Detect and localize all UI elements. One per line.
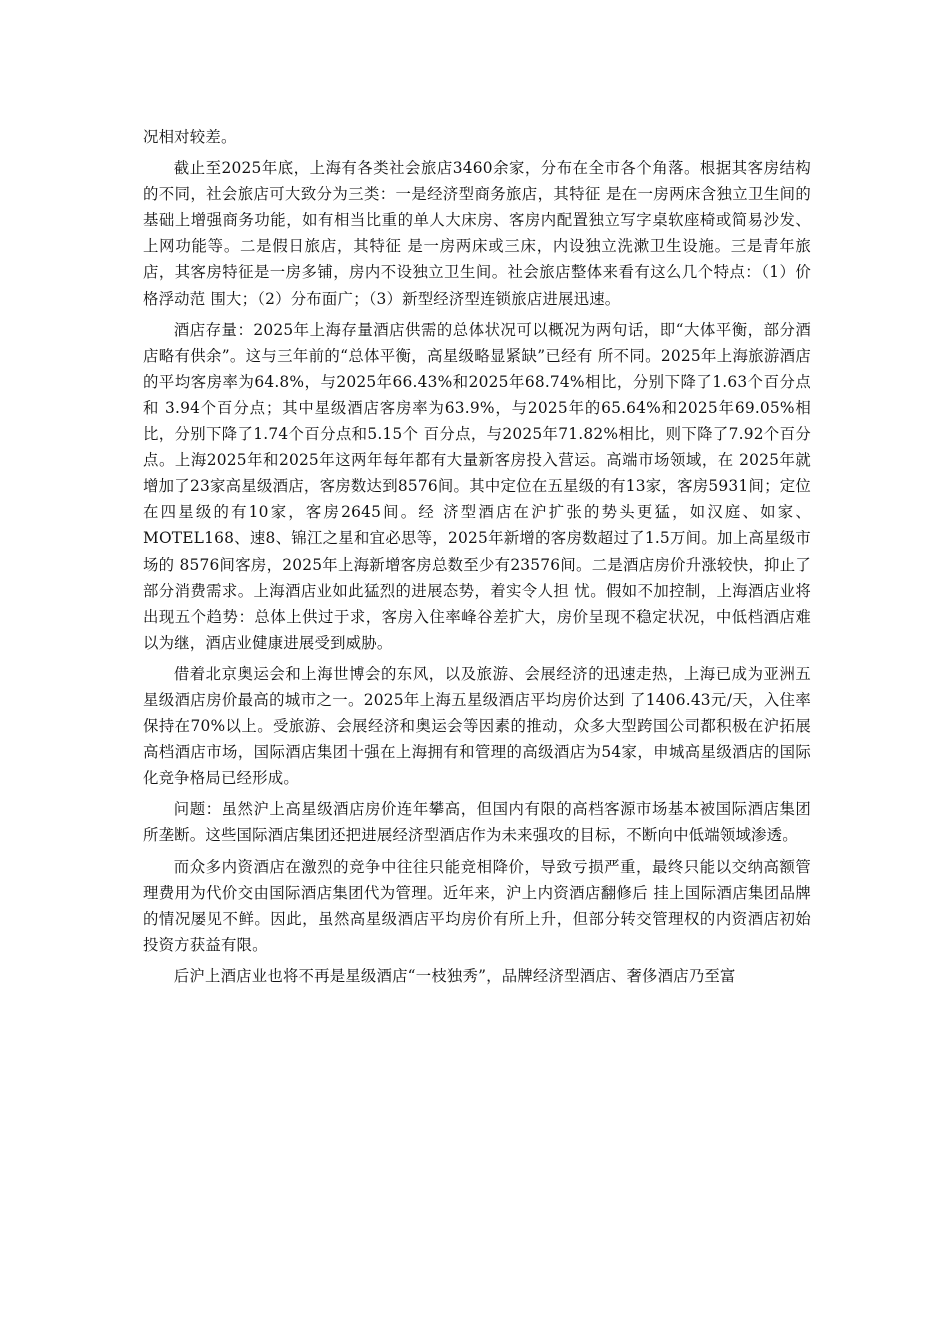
paragraph-hotel-stock: 酒店存量：2025年上海存量酒店供需的总体状况可以概况为两句话，即“大体平衡，部分酒店略有供余”。这与三年前的“总体平衡，高星级略显紧缺”已经有 所不同。2025年上海旅游酒店的平均客房率为64.8%，与2025年66.43%和2025年68.74%相比，分别下降了1.63个百分点和 3.94个百分点；其中星级酒店客房率为63.9%，与2025年的65.64%和2025年69.05%相比，分别下降了1.74个百分点和5.15个 百分点，与2025年71.82%相比，则下降了7.92个百分点。上海2025年和2025年这两年每年都有大量新客房投入营运。高端市场领域，在 2025年就增加了23家高星级酒店，客房数达到8576间。其中定位在五星级的有13家，客房5931间；定位在四星级的有10家，客房2645间。经 济型酒店在沪扩张的势头更猛，如汉庭、如家、MOTEL168、速8、锦江之星和宜必思等，2025年新增的客房数超过了1.5万间。加上高星级市场的 8576间客房，2025年上海新增客房总数至少有23576间。二是酒店房价升涨较快，抑止了部分消费需求。上海酒店业如此猛烈的进展态势，着实令人担 忧。假如不加控制，上海酒店业将出现五个趋势：总体上供过于求，客房入住率峰谷差扩大，房价呈现不稳定状况，中低档酒店难以为继，酒店业健康进展受到威胁。 — [143, 320, 811, 652]
paragraph-continuation: 况相对较差。 — [143, 128, 237, 146]
paragraph-domestic-hotels: 而众多内资酒店在激烈的竞争中往往只能竞相降价，导致亏损严重，最终只能以交纳高额管理费用为代价交由国际酒店集团代为管理。近年来，沪上内资酒店翻修后 挂上国际酒店集团品牌的情况屡见不鲜。因此，虽然高星级酒店平均房价有所上升，但部分转交管理权的内资酒店初始投资方获益有限。 — [143, 857, 811, 954]
paragraph-five-star-prices: 借着北京奥运会和上海世博会的东风，以及旅游、会展经济的迅速走热，上海已成为亚洲五星级酒店房价最高的城市之一。2025年上海五星级酒店平均房价达到 了1406.43元/天，入住率保持在70%以上。受旅游、会展经济和奥运会等因素的推动，众多大型跨国公司都积极在沪拓展高档酒店市场，国际酒店集团十强在上海拥有和管理的高级酒店为54家，申城高星级酒店的国际化竞争格局已经形成。 — [143, 664, 811, 788]
paragraph-problem: 问题：虽然沪上高星级酒店房价连年攀高，但国内有限的高档客源市场基本被国际酒店集团所垄断。这些国际酒店集团还把进展经济型酒店作为未来强攻的目标，不断向中低端领域渗透。 — [143, 800, 811, 845]
document-page — [143, 124, 811, 989]
paragraph-social-hotels: 截止至2025年底，上海有各类社会旅店3460余家，分布在全市各个角落。根据其客房结构的不同，社会旅店可大致分为三类：一是经济型商务旅店，其特征 是在一房两床含独立卫生间的基础上增强商务功能，如有相当比重的单人大床房、客房内配置独立写字桌软座椅或简易沙发、上网功能等。二是假日旅店，其特征 是一房两床或三床，内设独立洗漱卫生设施。三是青年旅店，其客房特征是一房多铺，房内不设独立卫生间。社会旅店整体来看有这么几个特点：（1）价格浮动范 围大；（2）分布面广；（3）新型经济型连锁旅店进展迅速。 — [143, 159, 811, 308]
paragraph-outlook: 后沪上酒店业也将不再是星级酒店“一枝独秀”，品牌经济型酒店、奢侈酒店乃至富 — [173, 966, 736, 985]
